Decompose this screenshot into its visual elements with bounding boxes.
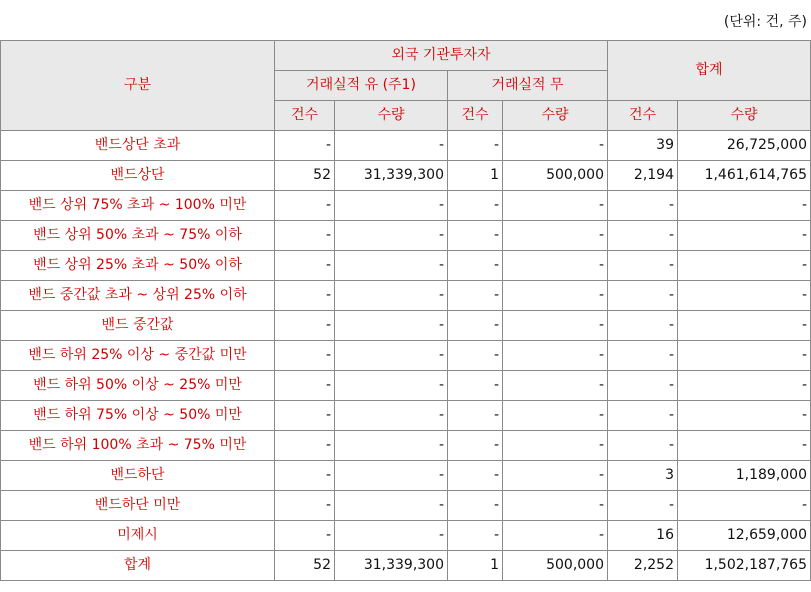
with-record-quantity-cell: - [335, 461, 448, 491]
row-label: 밴드 중간값 초과 ~ 상위 25% 이하 [1, 281, 275, 311]
with-record-quantity-cell: - [335, 221, 448, 251]
total-count-cell: 39 [608, 131, 678, 161]
with-record-quantity-cell: - [335, 521, 448, 551]
table-row [1, 191, 811, 221]
with-record-count-cell: - [275, 311, 335, 341]
total-count-cell: - [608, 371, 678, 401]
with-record-quantity-cell: - [335, 431, 448, 461]
with-record-count-cell: - [275, 431, 335, 461]
total-count-cell: - [608, 491, 678, 521]
table-row [1, 371, 811, 401]
total-count-cell: - [608, 311, 678, 341]
without-record-count-cell: - [448, 281, 503, 311]
without-record-count-cell: - [448, 371, 503, 401]
total-quantity-cell: - [678, 281, 811, 311]
row-label: 밴드 하위 25% 이상 ~ 중간값 미만 [1, 341, 275, 371]
without-record-count-cell: - [448, 251, 503, 281]
total-count-cell: - [608, 281, 678, 311]
without-record-count-cell: - [448, 401, 503, 431]
without-record-quantity-cell: - [503, 281, 608, 311]
without-record-count-cell: 1 [448, 161, 503, 191]
total-count-cell: 2,252 [608, 551, 678, 581]
without-record-quantity-cell: - [503, 221, 608, 251]
without-record-count-cell: - [448, 491, 503, 521]
header-count: 건수 [608, 101, 678, 131]
row-label: 밴드하단 [1, 461, 275, 491]
with-record-count-cell: - [275, 281, 335, 311]
row-label: 밴드 상위 25% 초과 ~ 50% 이하 [1, 251, 275, 281]
with-record-count-cell: - [275, 191, 335, 221]
with-record-count-cell: - [275, 221, 335, 251]
table-row [1, 491, 811, 521]
total-quantity-cell: - [678, 341, 811, 371]
row-label: 밴드 상위 75% 초과 ~ 100% 미만 [1, 191, 275, 221]
header-total: 합계 [608, 41, 811, 101]
table-row [1, 311, 811, 341]
header-count: 건수 [275, 101, 335, 131]
total-count-cell: - [608, 221, 678, 251]
without-record-count-cell: - [448, 221, 503, 251]
without-record-quantity-cell: 500,000 [503, 551, 608, 581]
total-quantity-cell: 1,502,187,765 [678, 551, 811, 581]
with-record-quantity-cell: - [335, 191, 448, 221]
row-label: 밴드 하위 50% 이상 ~ 25% 미만 [1, 371, 275, 401]
total-count-cell: - [608, 341, 678, 371]
without-record-quantity-cell: - [503, 401, 608, 431]
with-record-count-cell: - [275, 131, 335, 161]
with-record-quantity-cell: - [335, 251, 448, 281]
total-count-cell: 2,194 [608, 161, 678, 191]
without-record-quantity-cell: - [503, 491, 608, 521]
table-row [1, 221, 811, 251]
table-row [1, 431, 811, 461]
table-row [1, 551, 811, 581]
without-record-quantity-cell: - [503, 251, 608, 281]
total-quantity-cell: - [678, 401, 811, 431]
total-quantity-cell: 1,189,000 [678, 461, 811, 491]
without-record-quantity-cell: 500,000 [503, 161, 608, 191]
without-record-quantity-cell: - [503, 131, 608, 161]
table-row [1, 281, 811, 311]
row-label: 밴드 상위 50% 초과 ~ 75% 이하 [1, 221, 275, 251]
row-label: 밴드상단 [1, 161, 275, 191]
without-record-count-cell: - [448, 191, 503, 221]
unit-note: (단위: 건, 주) [723, 14, 807, 30]
with-record-quantity-cell: - [335, 341, 448, 371]
without-record-count-cell: - [448, 311, 503, 341]
with-record-count-cell: - [275, 521, 335, 551]
total-quantity-cell: - [678, 251, 811, 281]
header-quantity: 수량 [335, 101, 448, 131]
row-label: 합계 [1, 551, 275, 581]
without-record-count-cell: 1 [448, 551, 503, 581]
header-quantity: 수량 [678, 101, 811, 131]
without-record-quantity-cell: - [503, 461, 608, 491]
total-quantity-cell: - [678, 191, 811, 221]
without-record-count-cell: - [448, 461, 503, 491]
header-count: 건수 [448, 101, 503, 131]
without-record-quantity-cell: - [503, 521, 608, 551]
table-body [1, 131, 811, 581]
with-record-quantity-cell: 31,339,300 [335, 161, 448, 191]
row-label: 밴드하단 미만 [1, 491, 275, 521]
table-row [1, 401, 811, 431]
total-quantity-cell: 1,461,614,765 [678, 161, 811, 191]
without-record-quantity-cell: - [503, 371, 608, 401]
with-record-quantity-cell: - [335, 311, 448, 341]
total-count-cell: - [608, 431, 678, 461]
without-record-count-cell: - [448, 521, 503, 551]
total-count-cell: - [608, 251, 678, 281]
table-row [1, 461, 811, 491]
total-quantity-cell: - [678, 311, 811, 341]
demand-forecast-table [0, 40, 811, 581]
table-row [1, 341, 811, 371]
without-record-count-cell: - [448, 431, 503, 461]
without-record-quantity-cell: - [503, 341, 608, 371]
without-record-quantity-cell: - [503, 311, 608, 341]
total-quantity-cell: - [678, 371, 811, 401]
without-record-count-cell: - [448, 341, 503, 371]
total-count-cell: - [608, 401, 678, 431]
without-record-quantity-cell: - [503, 431, 608, 461]
header-category: 구분 [1, 41, 275, 131]
with-record-count-cell: - [275, 341, 335, 371]
total-count-cell: 16 [608, 521, 678, 551]
table-row [1, 521, 811, 551]
total-count-cell: - [608, 191, 678, 221]
with-record-count-cell: - [275, 401, 335, 431]
without-record-quantity-cell: - [503, 191, 608, 221]
header-foreign-institution: 외국 기관투자자 [275, 41, 608, 71]
total-quantity-cell: 12,659,000 [678, 521, 811, 551]
total-quantity-cell: - [678, 221, 811, 251]
row-label: 밴드 중간값 [1, 311, 275, 341]
total-count-cell: 3 [608, 461, 678, 491]
with-record-count-cell: - [275, 251, 335, 281]
with-record-quantity-cell: - [335, 131, 448, 161]
row-label: 밴드상단 초과 [1, 131, 275, 161]
row-label: 밴드 하위 75% 이상 ~ 50% 미만 [1, 401, 275, 431]
with-record-quantity-cell: 31,339,300 [335, 551, 448, 581]
with-record-count-cell: - [275, 461, 335, 491]
table-row [1, 251, 811, 281]
with-record-count-cell: 52 [275, 161, 335, 191]
with-record-quantity-cell: - [335, 281, 448, 311]
with-record-quantity-cell: - [335, 491, 448, 521]
header-without-record: 거래실적 무 [448, 71, 608, 101]
total-quantity-cell: - [678, 431, 811, 461]
with-record-count-cell: - [275, 491, 335, 521]
row-label: 밴드 하위 100% 초과 ~ 75% 미만 [1, 431, 275, 461]
table-row [1, 161, 811, 191]
total-quantity-cell: 26,725,000 [678, 131, 811, 161]
with-record-quantity-cell: - [335, 401, 448, 431]
row-label: 미제시 [1, 521, 275, 551]
total-quantity-cell: - [678, 491, 811, 521]
with-record-count-cell: - [275, 371, 335, 401]
with-record-count-cell: 52 [275, 551, 335, 581]
table-row [1, 131, 811, 161]
header-with-record: 거래실적 유 (주1) [275, 71, 448, 101]
header-quantity: 수량 [503, 101, 608, 131]
without-record-count-cell: - [448, 131, 503, 161]
with-record-quantity-cell: - [335, 371, 448, 401]
